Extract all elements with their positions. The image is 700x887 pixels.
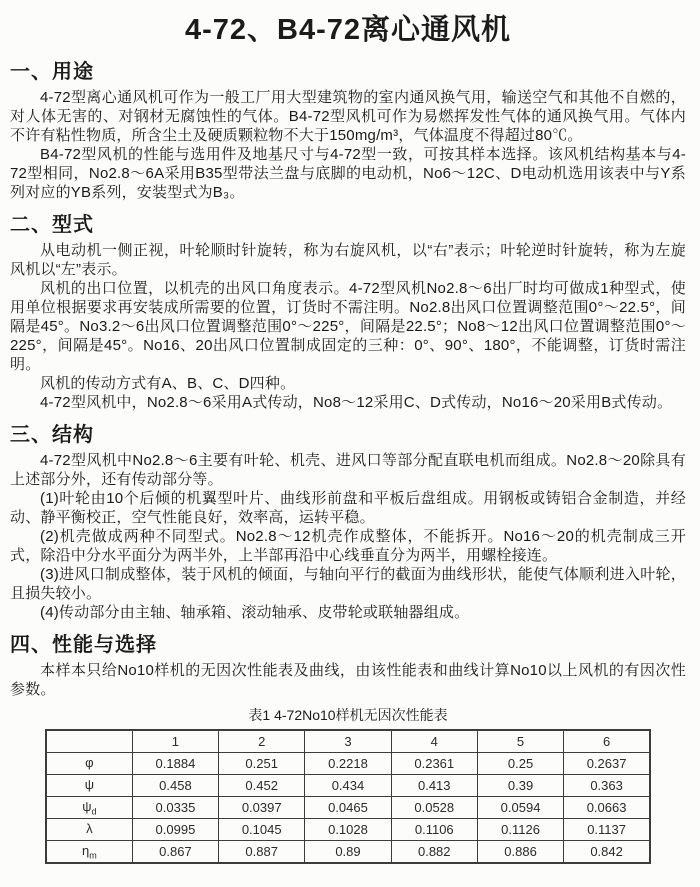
- table-cell: 0.842: [564, 841, 650, 864]
- row-label: φ: [46, 753, 132, 775]
- row-label: ψ: [46, 775, 132, 797]
- table-cell: 0.1137: [564, 819, 650, 841]
- table-row: [46, 819, 650, 841]
- table-header-cell: 4: [391, 730, 477, 753]
- paragraph: 4-72型风机中No2.8～6主要有叶轮、机壳、进风口等部分配直联电机而组成。No2.8～20除具有上述部分外，还有传动部分等。: [10, 452, 686, 488]
- table-cell: 0.1045: [219, 819, 305, 841]
- table-header-cell: 6: [564, 730, 650, 753]
- row-label: $\eta_m$: [46, 841, 132, 864]
- table-header-row: [46, 730, 650, 753]
- table-cell: 0.452: [219, 775, 305, 797]
- table-cell: 0.0528: [391, 797, 477, 819]
- paragraph: 从电动机一侧正视，叶轮顺时针旋转，称为右旋风机，以“右”表示；叶轮逆时针旋转，称为左旋风机以“左”表示。: [10, 242, 686, 278]
- table-cell: 0.25: [477, 753, 563, 775]
- paragraph: B4-72型风机的性能与选用件及地基尺寸与4-72型一致，可按其样本选择。该风机结构基本与4-72型相同，No2.8～6A采用B35型带法兰盘与底脚的电动机，No6～12C、D电动机选用该表中与Y系列对应的YB系列，安装型式为B₃。: [10, 146, 686, 201]
- table-header-cell: 2: [219, 730, 305, 753]
- table-cell: 0.0397: [219, 797, 305, 819]
- section-heading-performance: 四、性能与选择: [10, 634, 157, 656]
- table-caption: 表1 4-72No10样机无因次性能表: [248, 707, 448, 723]
- table-cell: 0.1884: [132, 753, 218, 775]
- paragraph: (1)叶轮由10个后倾的机翼型叶片、曲线形前盘和平板后盘组成。用钢板或铸铝合金制造，并经动、静平衡校正，空气性能良好，效率高，运转平稳。: [10, 490, 686, 526]
- table-header-cell: 1: [132, 730, 218, 753]
- table-cell: 0.0594: [477, 797, 563, 819]
- paragraph: (3)进风口制成整体，装于风机的倾面，与轴向平行的截面为曲线形状，能使气体顺利进入叶轮，且损失较小。: [10, 566, 686, 602]
- paragraph: (4)传动部分由主轴、轴承箱、滚动轴承、皮带轮或联轴器组成。: [40, 604, 470, 621]
- table-cell: 0.1106: [391, 819, 477, 841]
- paragraph: 风机的传动方式有A、B、C、D四种。: [40, 375, 296, 392]
- row-label: $\psi_d$: [46, 797, 132, 819]
- section-heading-structure: 三、结构: [10, 424, 94, 446]
- table-header-cell: 3: [305, 730, 391, 753]
- table-cell: 0.1028: [305, 819, 391, 841]
- table-cell: 0.882: [391, 841, 477, 864]
- row-label: λ: [46, 819, 132, 841]
- section-heading-type: 二、型式: [10, 214, 94, 236]
- table-cell: 0.0465: [305, 797, 391, 819]
- table-cell: 0.887: [219, 841, 305, 864]
- table-cell: 0.39: [477, 775, 563, 797]
- table-cell: 0.2637: [564, 753, 650, 775]
- table-cell: 0.458: [132, 775, 218, 797]
- paragraph: 本样本只给No10样机的无因次性能表及曲线，由该性能表和曲线计算No10以上风机的有因次性参数。: [10, 662, 686, 698]
- table-cell: 0.1126: [477, 819, 563, 841]
- table-cell: 0.886: [477, 841, 563, 864]
- paragraph: 4-72型离心通风机可作为一般工厂用大型建筑物的室内通风换气用，输送空气和其他不自燃的，对人体无害的、对钢材无腐蚀性的气体。B4-72型风机可作为易燃挥发性气体的通风换气用。气体内不许有粘性物质，所含尘土及硬质颗粒物不大于150mg/m³，气体温度不得超过80℃。: [10, 89, 686, 144]
- table-cell: 0.363: [564, 775, 650, 797]
- table-cell: 0.89: [305, 841, 391, 864]
- table-cell: 0.0335: [132, 797, 218, 819]
- table-header-cell: [46, 730, 132, 753]
- performance-table: [45, 729, 651, 864]
- table-cell: 0.251: [219, 753, 305, 775]
- page-title: 4-72、B4-72离心通风机: [184, 14, 512, 46]
- paragraph: (2)机壳做成两种不同型式。No2.8～12机壳作成整体，不能拆开。No16～20的机壳制成三开式，除沿中分水平面分为两半外，上半部再沿中心线垂直分为两半，用螺栓接连。: [10, 528, 686, 564]
- table-cell: 0.2361: [391, 753, 477, 775]
- paragraph: 风机的出口位置，以机壳的出风口角度表示。4-72型风机No2.8～6出厂时均可做成1种型式，使用单位根据要求再安装成所需要的位置，订货时不需注明。No2.8出风口位置调整范围0°～22.5°，间隔是45°。No3.2～6出风口位置调整范围0°～225°，间隔是22.5°；No8～12出风口位置调整范围0°～225°，间隔是45°。No16、20出风口位置制成固定的三种：0°、90°、180°，不能调整，订货时需注明。: [10, 280, 686, 373]
- table-header-cell: 5: [477, 730, 563, 753]
- table-cell: 0.867: [132, 841, 218, 864]
- table-cell: 0.413: [391, 775, 477, 797]
- paragraph: 4-72型风机中，No2.8～6采用A式传动，No8～12采用C、D式传动，No16～20采用B式传动。: [40, 394, 673, 411]
- table-row: [46, 775, 650, 797]
- table-cell: 0.434: [305, 775, 391, 797]
- table-cell: 0.0995: [132, 819, 218, 841]
- table-cell: 0.2218: [305, 753, 391, 775]
- table-row: [46, 841, 650, 864]
- table-row: [46, 797, 650, 819]
- table-row: [46, 753, 650, 775]
- table-cell: 0.0663: [564, 797, 650, 819]
- section-heading-usage: 一、用途: [10, 61, 94, 83]
